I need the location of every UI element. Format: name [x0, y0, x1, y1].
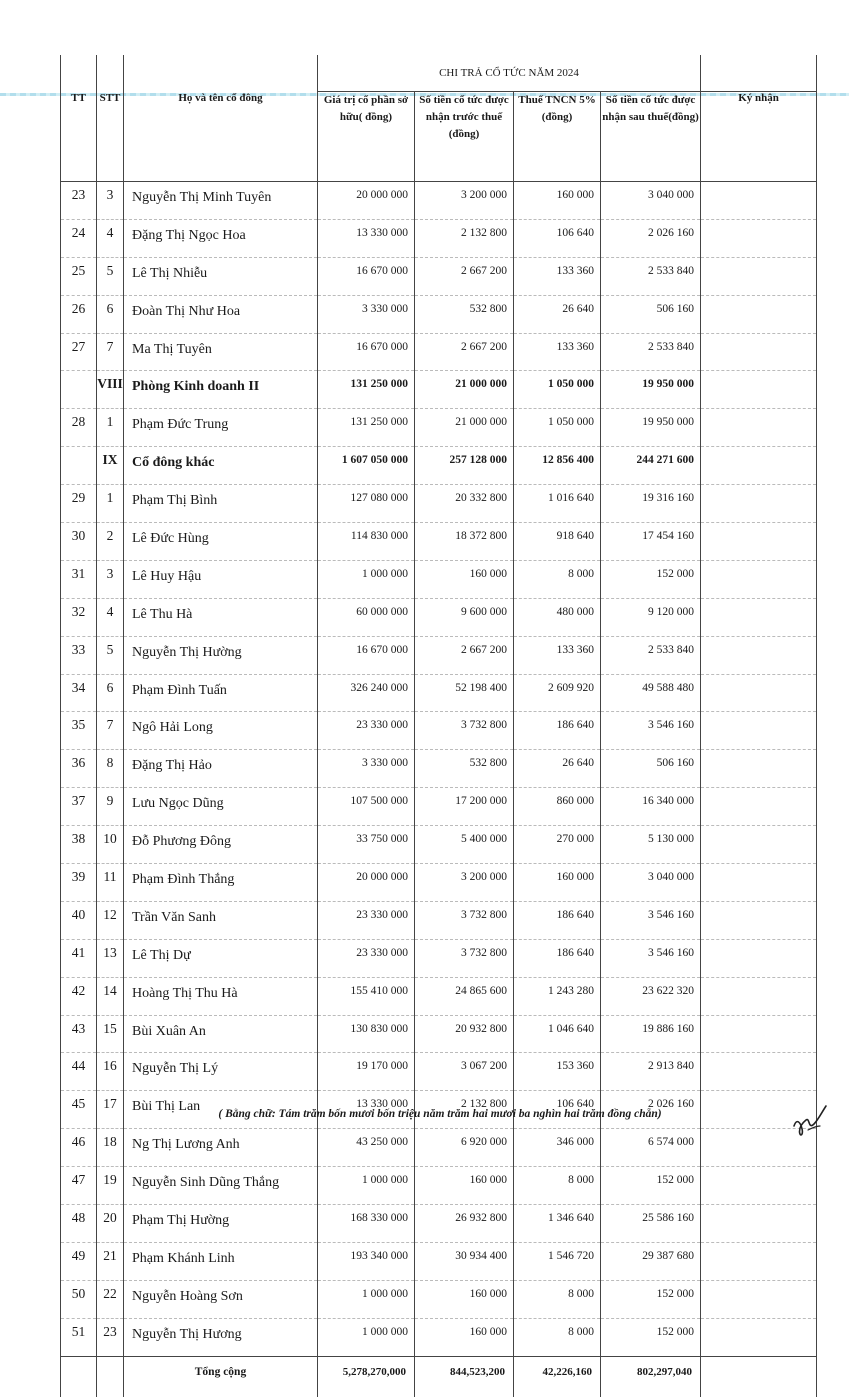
cell-tt — [61, 371, 97, 409]
cell-after: 506 160 — [601, 750, 701, 788]
cell-stt: 16 — [97, 1053, 124, 1091]
cell-after: 2 533 840 — [601, 636, 701, 674]
cell-sign — [701, 826, 817, 864]
cell-value: 131 250 000 — [318, 409, 415, 447]
cell-stt: 20 — [97, 1205, 124, 1243]
cell-tax: 1 050 000 — [514, 409, 601, 447]
table-row — [61, 1015, 817, 1053]
cell-tt: 34 — [61, 674, 97, 712]
cell-name: Lê Thị Dự — [124, 939, 318, 977]
cell-tax: 8 000 — [514, 1167, 601, 1205]
cell-tt: 46 — [61, 1129, 97, 1167]
cell-after: 3 040 000 — [601, 182, 701, 220]
cell-value: 20 000 000 — [318, 182, 415, 220]
cell-before: 21 000 000 — [415, 409, 514, 447]
cell-tax: 186 640 — [514, 712, 601, 750]
cell-after: 16 340 000 — [601, 788, 701, 826]
cell-value: 16 670 000 — [318, 257, 415, 295]
cell-before: 3 200 000 — [415, 182, 514, 220]
cell-tax: 1 243 280 — [514, 977, 601, 1015]
cell-stt: 10 — [97, 826, 124, 864]
cell-value: 1 000 000 — [318, 560, 415, 598]
cell-before: 20 332 800 — [415, 485, 514, 523]
table-row — [61, 864, 817, 902]
dividend-table — [60, 55, 817, 1397]
cell-sign — [701, 1053, 817, 1091]
cell-tax: 12 856 400 — [514, 447, 601, 485]
cell-after: 152 000 — [601, 560, 701, 598]
table-body — [61, 182, 817, 1357]
cell-value: 3 330 000 — [318, 750, 415, 788]
cell-tt: 23 — [61, 182, 97, 220]
cell-tt: 31 — [61, 560, 97, 598]
cell-stt: 7 — [97, 333, 124, 371]
cell-value: 1 000 000 — [318, 1280, 415, 1318]
cell-value: 23 330 000 — [318, 939, 415, 977]
cell-value: 193 340 000 — [318, 1242, 415, 1280]
amount-in-words: ( Bằng chữ: Tám trăm bốn mươi bốn triệu năm trăm hai mươi ba nghìn hai trăm đồng chẵn) — [218, 1108, 662, 1120]
cell-after: 152 000 — [601, 1318, 701, 1356]
cell-tt: 39 — [61, 864, 97, 902]
cell-before: 2 132 800 — [415, 219, 514, 257]
cell-before: 6 920 000 — [415, 1129, 514, 1167]
cell-name: Phòng Kinh doanh II — [124, 371, 318, 409]
cell-tax: 1 046 640 — [514, 1015, 601, 1053]
cell-sign — [701, 295, 817, 333]
cell-tax: 186 640 — [514, 939, 601, 977]
table-row — [61, 901, 817, 939]
cell-tax: 1 016 640 — [514, 485, 601, 523]
cell-tt: 49 — [61, 1242, 97, 1280]
cell-tt: 35 — [61, 712, 97, 750]
cell-stt: 1 — [97, 409, 124, 447]
cell-after: 2 533 840 — [601, 257, 701, 295]
cell-tax: 8 000 — [514, 560, 601, 598]
cell-name: Ngô Hải Long — [124, 712, 318, 750]
cell-stt: 14 — [97, 977, 124, 1015]
cell-tt: 27 — [61, 333, 97, 371]
cell-before: 52 198 400 — [415, 674, 514, 712]
cell-before: 20 932 800 — [415, 1015, 514, 1053]
cell-after: 2 026 160 — [601, 219, 701, 257]
cell-stt: IX — [97, 447, 124, 485]
cell-before: 257 128 000 — [415, 447, 514, 485]
cell-sign — [701, 939, 817, 977]
cell-stt: 5 — [97, 636, 124, 674]
cell-name: Nguyễn Hoàng Sơn — [124, 1280, 318, 1318]
cell-before: 2 667 200 — [415, 257, 514, 295]
cell-name: Phạm Khánh Linh — [124, 1242, 318, 1280]
cell-before: 24 865 600 — [415, 977, 514, 1015]
cell-name: Lê Đức Hùng — [124, 523, 318, 561]
cell-name: Lê Thu Hà — [124, 598, 318, 636]
cell-sign — [701, 750, 817, 788]
cell-name: Hoàng Thị Thu Hà — [124, 977, 318, 1015]
col-header-before: Số tiền cổ tức được nhận trước thuế (đồng) — [415, 92, 514, 182]
cell-tax: 918 640 — [514, 523, 601, 561]
cell-after: 152 000 — [601, 1280, 701, 1318]
table-row — [61, 1318, 817, 1356]
cell-tt: 28 — [61, 409, 97, 447]
table-row — [61, 257, 817, 295]
cell-value: 1 000 000 — [318, 1167, 415, 1205]
cell-before: 160 000 — [415, 1280, 514, 1318]
cell-value: 43 250 000 — [318, 1129, 415, 1167]
cell-name: Phạm Đình Thắng — [124, 864, 318, 902]
cell-stt: 23 — [97, 1318, 124, 1356]
table-row — [61, 219, 817, 257]
cell-sign — [701, 523, 817, 561]
cell-after: 2 026 160 — [601, 1091, 701, 1129]
cell-after: 23 622 320 — [601, 977, 701, 1015]
col-header-name: Họ và tên cổ đông — [124, 92, 318, 182]
cell-tax: 186 640 — [514, 901, 601, 939]
table-row — [61, 333, 817, 371]
cell-after: 3 546 160 — [601, 939, 701, 977]
cell-name: Đoàn Thị Như Hoa — [124, 295, 318, 333]
cell-tax: 106 640 — [514, 1091, 601, 1129]
cell-stt: 11 — [97, 864, 124, 902]
cell-name: Nguyễn Thị Hương — [124, 1318, 318, 1356]
cell-value: 60 000 000 — [318, 598, 415, 636]
cell-name: Nguyễn Thị Minh Tuyên — [124, 182, 318, 220]
cell-value: 127 080 000 — [318, 485, 415, 523]
cell-value: 23 330 000 — [318, 901, 415, 939]
cell-after: 5 130 000 — [601, 826, 701, 864]
cell-name: Lưu Ngọc Dũng — [124, 788, 318, 826]
cell-before: 532 800 — [415, 295, 514, 333]
table-row — [61, 598, 817, 636]
cell-tax: 133 360 — [514, 257, 601, 295]
cell-tax: 133 360 — [514, 636, 601, 674]
cell-tt: 43 — [61, 1015, 97, 1053]
table-row — [61, 636, 817, 674]
cell-after: 152 000 — [601, 1167, 701, 1205]
table-row — [61, 371, 817, 409]
cell-tax: 270 000 — [514, 826, 601, 864]
total-before: 844,523,200 — [415, 1356, 514, 1397]
cell-tax: 8 000 — [514, 1318, 601, 1356]
cell-sign — [701, 712, 817, 750]
cell-stt: 17 — [97, 1091, 124, 1129]
cell-after: 506 160 — [601, 295, 701, 333]
cell-sign — [701, 447, 817, 485]
cell-name: Lê Thị Nhiễu — [124, 257, 318, 295]
col-header-value: Giá trị cổ phần sở hữu( đồng) — [318, 92, 415, 182]
cell-stt: 8 — [97, 750, 124, 788]
cell-sign — [701, 598, 817, 636]
cell-before: 21 000 000 — [415, 371, 514, 409]
cell-sign — [701, 219, 817, 257]
cell-sign — [701, 182, 817, 220]
table-row — [61, 1129, 817, 1167]
cell-tax: 26 640 — [514, 295, 601, 333]
cell-stt: 19 — [97, 1167, 124, 1205]
cell-after: 19 950 000 — [601, 371, 701, 409]
cell-tt: 25 — [61, 257, 97, 295]
cell-name: Phạm Đình Tuấn — [124, 674, 318, 712]
cell-stt: 3 — [97, 560, 124, 598]
cell-name: Trần Văn Sanh — [124, 901, 318, 939]
table-row — [61, 1053, 817, 1091]
cell-after: 29 387 680 — [601, 1242, 701, 1280]
group-title: CHI TRẢ CỔ TỨC NĂM 2024 — [318, 55, 701, 92]
cell-value: 13 330 000 — [318, 219, 415, 257]
cell-value: 168 330 000 — [318, 1205, 415, 1243]
cell-after: 3 546 160 — [601, 712, 701, 750]
cell-value: 326 240 000 — [318, 674, 415, 712]
cell-tax: 160 000 — [514, 182, 601, 220]
cell-after: 9 120 000 — [601, 598, 701, 636]
table-row — [61, 1205, 817, 1243]
cell-before: 17 200 000 — [415, 788, 514, 826]
cell-sign — [701, 788, 817, 826]
cell-before: 2 667 200 — [415, 636, 514, 674]
cell-name: Lê Huy Hậu — [124, 560, 318, 598]
cell-tt — [61, 447, 97, 485]
cell-value: 16 670 000 — [318, 333, 415, 371]
signature-mark — [788, 1100, 830, 1138]
table-row — [61, 977, 817, 1015]
table-row — [61, 409, 817, 447]
cell-after: 3 040 000 — [601, 864, 701, 902]
cell-after: 17 454 160 — [601, 523, 701, 561]
table-row — [61, 712, 817, 750]
cell-value: 1 000 000 — [318, 1318, 415, 1356]
cell-tax: 160 000 — [514, 864, 601, 902]
cell-name: Nguyễn Thị Hường — [124, 636, 318, 674]
table-row — [61, 523, 817, 561]
cell-sign — [701, 409, 817, 447]
cell-after: 19 886 160 — [601, 1015, 701, 1053]
cell-before: 3 200 000 — [415, 864, 514, 902]
cell-tt: 44 — [61, 1053, 97, 1091]
cell-before: 2 667 200 — [415, 333, 514, 371]
cell-name: Ng Thị Lương Anh — [124, 1129, 318, 1167]
cell-sign — [701, 560, 817, 598]
cell-stt: 4 — [97, 219, 124, 257]
table-row — [61, 485, 817, 523]
table-row — [61, 447, 817, 485]
cell-sign — [701, 485, 817, 523]
col-header-tt: TT — [61, 92, 97, 182]
cell-stt: 1 — [97, 485, 124, 523]
cell-tt: 32 — [61, 598, 97, 636]
cell-tt: 38 — [61, 826, 97, 864]
cell-name: Cổ đông khác — [124, 447, 318, 485]
cell-tt: 42 — [61, 977, 97, 1015]
cell-tax: 8 000 — [514, 1280, 601, 1318]
cell-tt: 47 — [61, 1167, 97, 1205]
cell-before: 26 932 800 — [415, 1205, 514, 1243]
cell-value: 16 670 000 — [318, 636, 415, 674]
cell-stt: 12 — [97, 901, 124, 939]
cell-tt: 26 — [61, 295, 97, 333]
cell-tax: 346 000 — [514, 1129, 601, 1167]
cell-tt: 50 — [61, 1280, 97, 1318]
cell-name: Bùi Xuân An — [124, 1015, 318, 1053]
cell-sign — [701, 636, 817, 674]
cell-sign — [701, 1015, 817, 1053]
cell-before: 30 934 400 — [415, 1242, 514, 1280]
cell-tt: 33 — [61, 636, 97, 674]
col-header-sign: Ký nhận — [701, 92, 817, 182]
header-group-row — [61, 55, 817, 92]
cell-before: 18 372 800 — [415, 523, 514, 561]
cell-name: Đặng Thị Ngọc Hoa — [124, 219, 318, 257]
table-row — [61, 939, 817, 977]
cell-stt: VIII — [97, 371, 124, 409]
cell-before: 5 400 000 — [415, 826, 514, 864]
cell-after: 19 316 160 — [601, 485, 701, 523]
cell-tt: 45 — [61, 1091, 97, 1129]
cell-before: 160 000 — [415, 560, 514, 598]
cell-before: 3 732 800 — [415, 939, 514, 977]
cell-before: 160 000 — [415, 1167, 514, 1205]
cell-value: 155 410 000 — [318, 977, 415, 1015]
cell-stt: 2 — [97, 523, 124, 561]
cell-name: Phạm Đức Trung — [124, 409, 318, 447]
cell-stt: 22 — [97, 1280, 124, 1318]
cell-tax: 153 360 — [514, 1053, 601, 1091]
cell-name: Bùi Thị Lan — [124, 1091, 318, 1129]
cell-tax: 860 000 — [514, 788, 601, 826]
cell-after: 3 546 160 — [601, 901, 701, 939]
cell-name: Đỗ Phương Đông — [124, 826, 318, 864]
cell-sign — [701, 1242, 817, 1280]
table-row — [61, 295, 817, 333]
cell-tt: 40 — [61, 901, 97, 939]
cell-value: 13 330 000 — [318, 1091, 415, 1129]
cell-after: 25 586 160 — [601, 1205, 701, 1243]
cell-name: Nguyễn Thị Lý — [124, 1053, 318, 1091]
table-row — [61, 1242, 817, 1280]
cell-value: 114 830 000 — [318, 523, 415, 561]
cell-before: 3 732 800 — [415, 901, 514, 939]
cell-tax: 1 346 640 — [514, 1205, 601, 1243]
cell-after: 49 588 480 — [601, 674, 701, 712]
cell-tt: 24 — [61, 219, 97, 257]
table-row — [61, 1280, 817, 1318]
cell-tt: 41 — [61, 939, 97, 977]
cell-sign — [701, 864, 817, 902]
cell-tt: 37 — [61, 788, 97, 826]
cell-before: 3 732 800 — [415, 712, 514, 750]
cell-sign — [701, 371, 817, 409]
cell-sign — [701, 1205, 817, 1243]
cell-value: 3 330 000 — [318, 295, 415, 333]
cell-stt: 6 — [97, 295, 124, 333]
cell-stt: 13 — [97, 939, 124, 977]
cell-stt: 18 — [97, 1129, 124, 1167]
cell-tax: 133 360 — [514, 333, 601, 371]
table-row — [61, 788, 817, 826]
cell-tt: 29 — [61, 485, 97, 523]
total-value: 5,278,270,000 — [318, 1356, 415, 1397]
cell-sign — [701, 257, 817, 295]
header-columns-row — [61, 92, 817, 182]
cell-sign — [701, 1318, 817, 1356]
cell-name: Phạm Thị Bình — [124, 485, 318, 523]
col-header-after: Số tiền cổ tức được nhận sau thuế(đồng) — [601, 92, 701, 182]
cell-after: 19 950 000 — [601, 409, 701, 447]
cell-sign — [701, 901, 817, 939]
cell-stt: 21 — [97, 1242, 124, 1280]
table-row — [61, 674, 817, 712]
cell-tax: 2 609 920 — [514, 674, 601, 712]
cell-tt: 51 — [61, 1318, 97, 1356]
cell-tax: 26 640 — [514, 750, 601, 788]
total-row — [61, 1356, 817, 1397]
cell-before: 2 132 800 — [415, 1091, 514, 1129]
cell-value: 20 000 000 — [318, 864, 415, 902]
col-header-tax: Thuế TNCN 5%(đồng) — [514, 92, 601, 182]
cell-name: Ma Thị Tuyên — [124, 333, 318, 371]
cell-before: 9 600 000 — [415, 598, 514, 636]
cell-tax: 480 000 — [514, 598, 601, 636]
table-row — [61, 560, 817, 598]
total-after: 802,297,040 — [601, 1356, 701, 1397]
cell-value: 19 170 000 — [318, 1053, 415, 1091]
cell-after: 6 574 000 — [601, 1129, 701, 1167]
cell-value: 131 250 000 — [318, 371, 415, 409]
cell-stt: 3 — [97, 182, 124, 220]
table-row — [61, 750, 817, 788]
cell-sign — [701, 333, 817, 371]
cell-tt: 36 — [61, 750, 97, 788]
cell-tt: 30 — [61, 523, 97, 561]
table-row — [61, 182, 817, 220]
cell-name: Phạm Thị Hường — [124, 1205, 318, 1243]
total-tax: 42,226,160 — [514, 1356, 601, 1397]
cell-tax: 1 050 000 — [514, 371, 601, 409]
cell-stt: 9 — [97, 788, 124, 826]
cell-tt: 48 — [61, 1205, 97, 1243]
cell-value: 33 750 000 — [318, 826, 415, 864]
cell-value: 23 330 000 — [318, 712, 415, 750]
cell-stt: 5 — [97, 257, 124, 295]
table-row — [61, 826, 817, 864]
cell-after: 2 913 840 — [601, 1053, 701, 1091]
cell-name: Nguyễn Sinh Dũng Thắng — [124, 1167, 318, 1205]
cell-value: 130 830 000 — [318, 1015, 415, 1053]
cell-sign — [701, 1280, 817, 1318]
cell-tax: 1 546 720 — [514, 1242, 601, 1280]
table-row — [61, 1167, 817, 1205]
cell-stt: 4 — [97, 598, 124, 636]
cell-sign — [701, 977, 817, 1015]
cell-before: 3 067 200 — [415, 1053, 514, 1091]
cell-stt: 7 — [97, 712, 124, 750]
col-header-stt: STT — [97, 92, 124, 182]
cell-sign — [701, 1167, 817, 1205]
cell-before: 160 000 — [415, 1318, 514, 1356]
cell-tax: 106 640 — [514, 219, 601, 257]
cell-after: 2 533 840 — [601, 333, 701, 371]
cell-name: Đặng Thị Hảo — [124, 750, 318, 788]
cell-stt: 15 — [97, 1015, 124, 1053]
cell-sign — [701, 674, 817, 712]
cell-value: 1 607 050 000 — [318, 447, 415, 485]
cell-stt: 6 — [97, 674, 124, 712]
cell-value: 107 500 000 — [318, 788, 415, 826]
cell-before: 532 800 — [415, 750, 514, 788]
cell-after: 244 271 600 — [601, 447, 701, 485]
total-label: Tổng cộng — [124, 1356, 318, 1397]
